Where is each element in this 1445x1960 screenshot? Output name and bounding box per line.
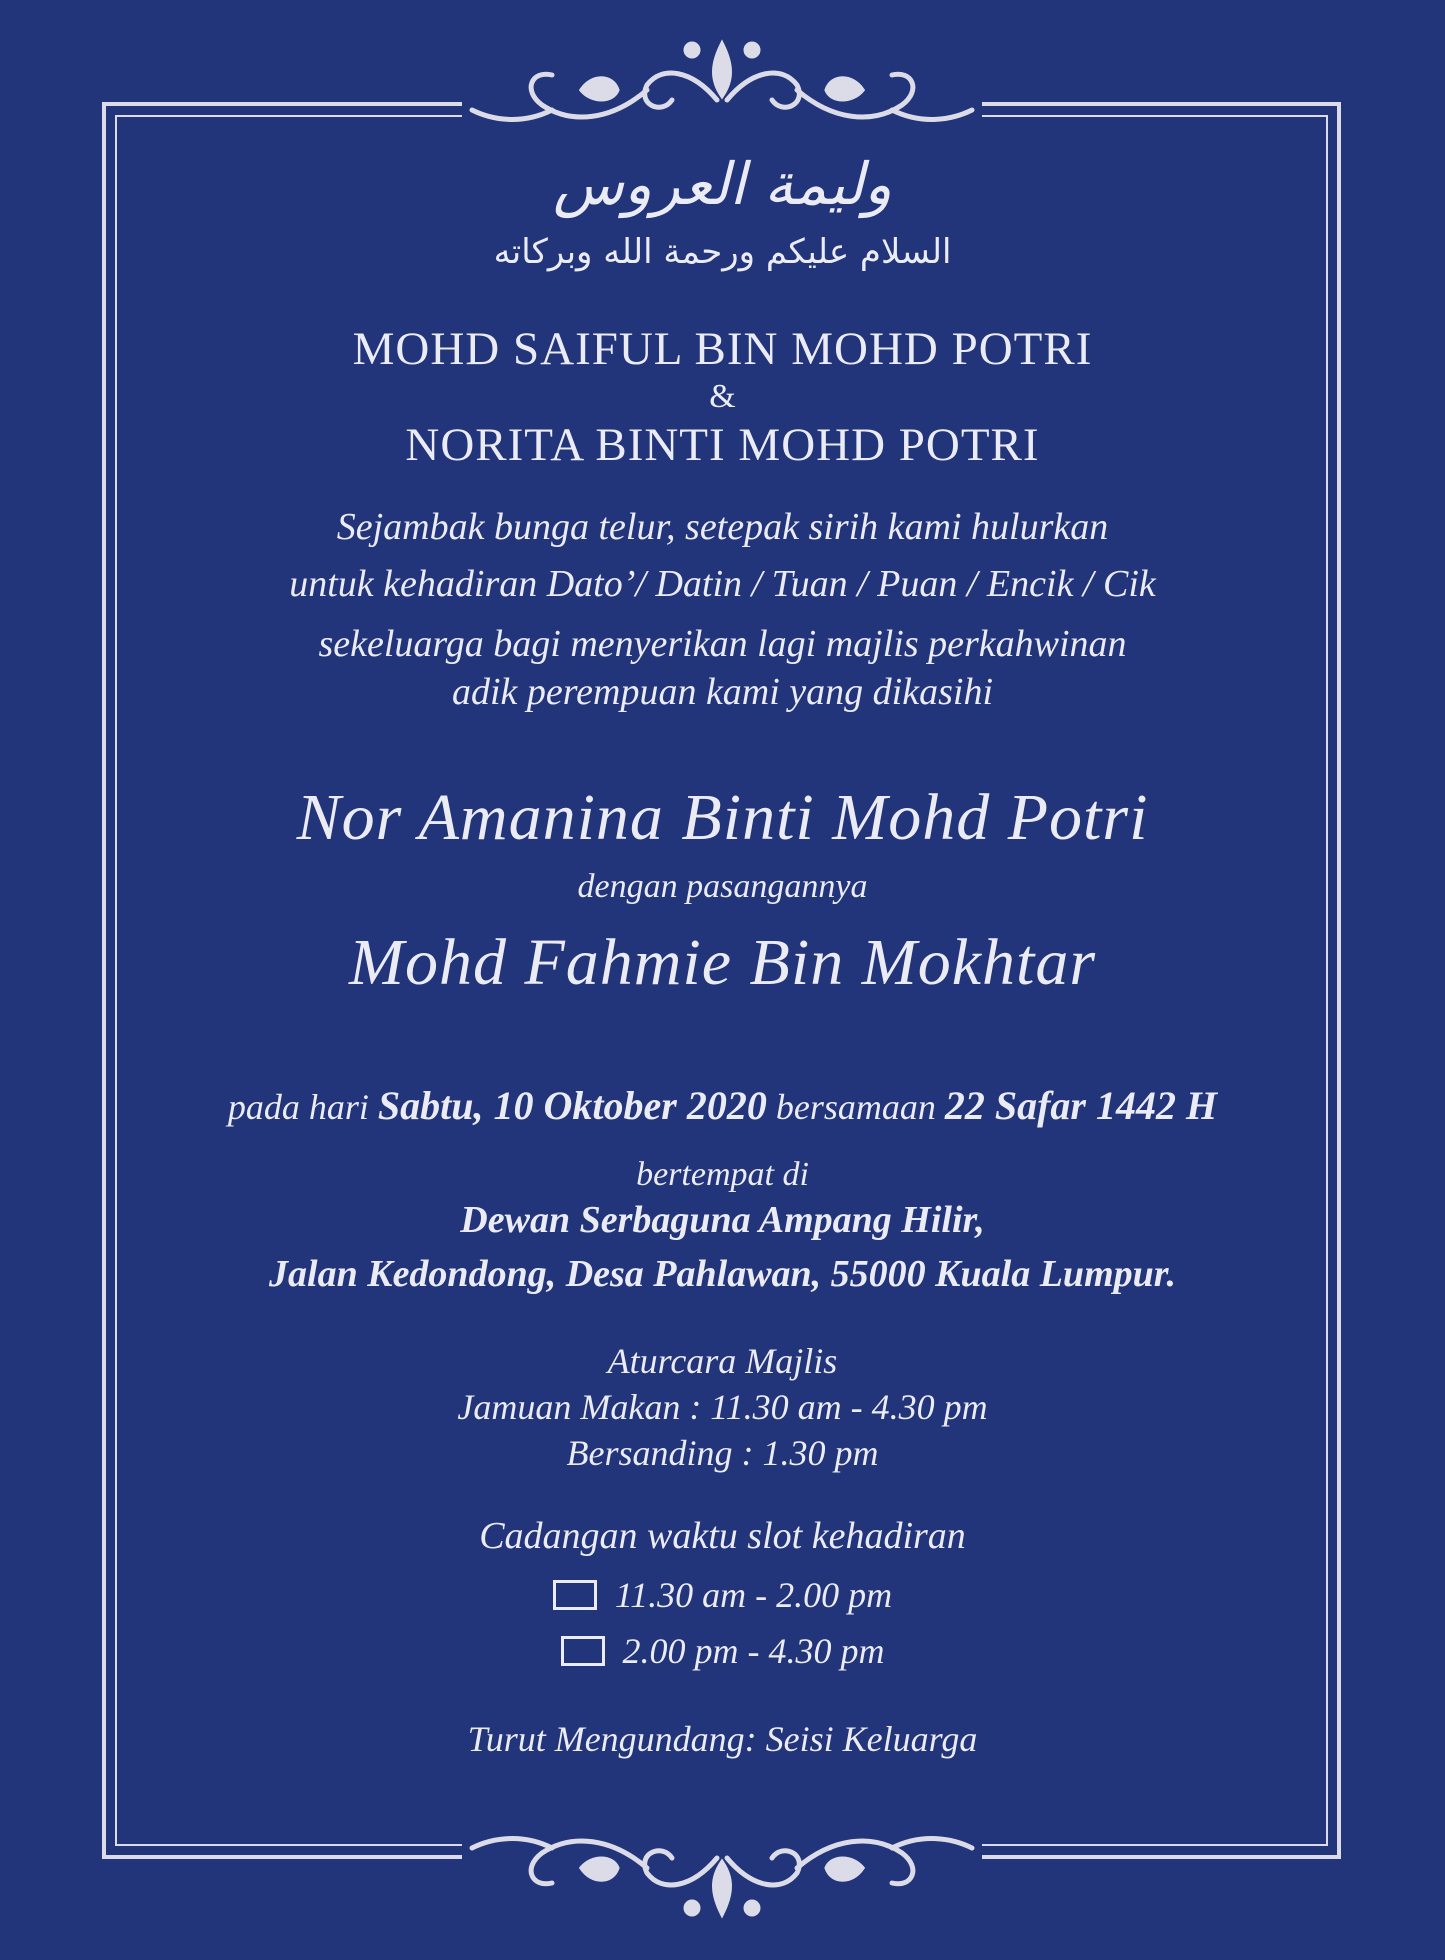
programme-title: Aturcara Majlis xyxy=(607,1341,838,1381)
slot-checkbox[interactable] xyxy=(553,1580,597,1610)
host-ampersand: & xyxy=(709,378,736,415)
slot-label: 11.30 am - 2.00 pm xyxy=(614,1575,893,1615)
slot-checkbox[interactable] xyxy=(561,1636,605,1666)
closing-line: Turut Mengundang: Seisi Keluarga xyxy=(467,1719,978,1759)
slot-label: 2.00 pm - 4.30 pm xyxy=(622,1631,885,1671)
date-middle: bersamaan xyxy=(775,1087,936,1127)
venue-prefix: bertempat di xyxy=(636,1156,809,1193)
intro-line: untuk kehadiran Dato’/ Datin / Tuan / Puan / Encik / Cik xyxy=(289,563,1156,605)
date-prefix: pada hari xyxy=(227,1087,369,1127)
date-hijri: 22 Safar 1442 H xyxy=(944,1083,1218,1128)
host-name-2: NORITA BINTI MOHD POTRI xyxy=(405,419,1040,471)
slot-title: Cadangan waktu slot kehadiran xyxy=(479,1515,966,1557)
bride-name: Nor Amanina Binti Mohd Potri xyxy=(296,781,1149,854)
slot-option xyxy=(0,1574,1445,1616)
event-date xyxy=(0,1082,1445,1129)
intro-line: sekeluarga bagi menyerikan lagi majlis perkahwinan xyxy=(318,623,1127,665)
venue-line-2: Jalan Kedondong, Desa Pahlawan, 55000 Kuala Lumpur. xyxy=(269,1253,1176,1295)
arabic-greeting: السلام عليكم ورحمة الله وبركاته xyxy=(493,232,952,272)
date-day: Sabtu, 10 Oktober 2020 xyxy=(377,1083,767,1128)
intro-line: adik perempuan kami yang dikasihi xyxy=(451,671,994,713)
arabic-title-calligraphy: وليمة العروس xyxy=(553,150,892,218)
intro-line: Sejambak bunga telur, setepak sirih kami hulurkan xyxy=(336,506,1109,548)
couple-connector: dengan pasangannya xyxy=(577,868,868,905)
programme-meal: Jamuan Makan : 11.30 am - 4.30 pm xyxy=(457,1387,988,1427)
venue-line-1: Dewan Serbaguna Ampang Hilir, xyxy=(460,1199,985,1241)
bottom-flourish-ornament xyxy=(462,1808,982,1928)
programme-bersanding: Bersanding : 1.30 pm xyxy=(566,1433,879,1473)
groom-name: Mohd Fahmie Bin Mokhtar xyxy=(348,926,1097,999)
slot-option xyxy=(0,1630,1445,1672)
top-flourish-ornament xyxy=(462,30,982,150)
host-name-1: MOHD SAIFUL BIN MOHD POTRI xyxy=(352,323,1093,375)
